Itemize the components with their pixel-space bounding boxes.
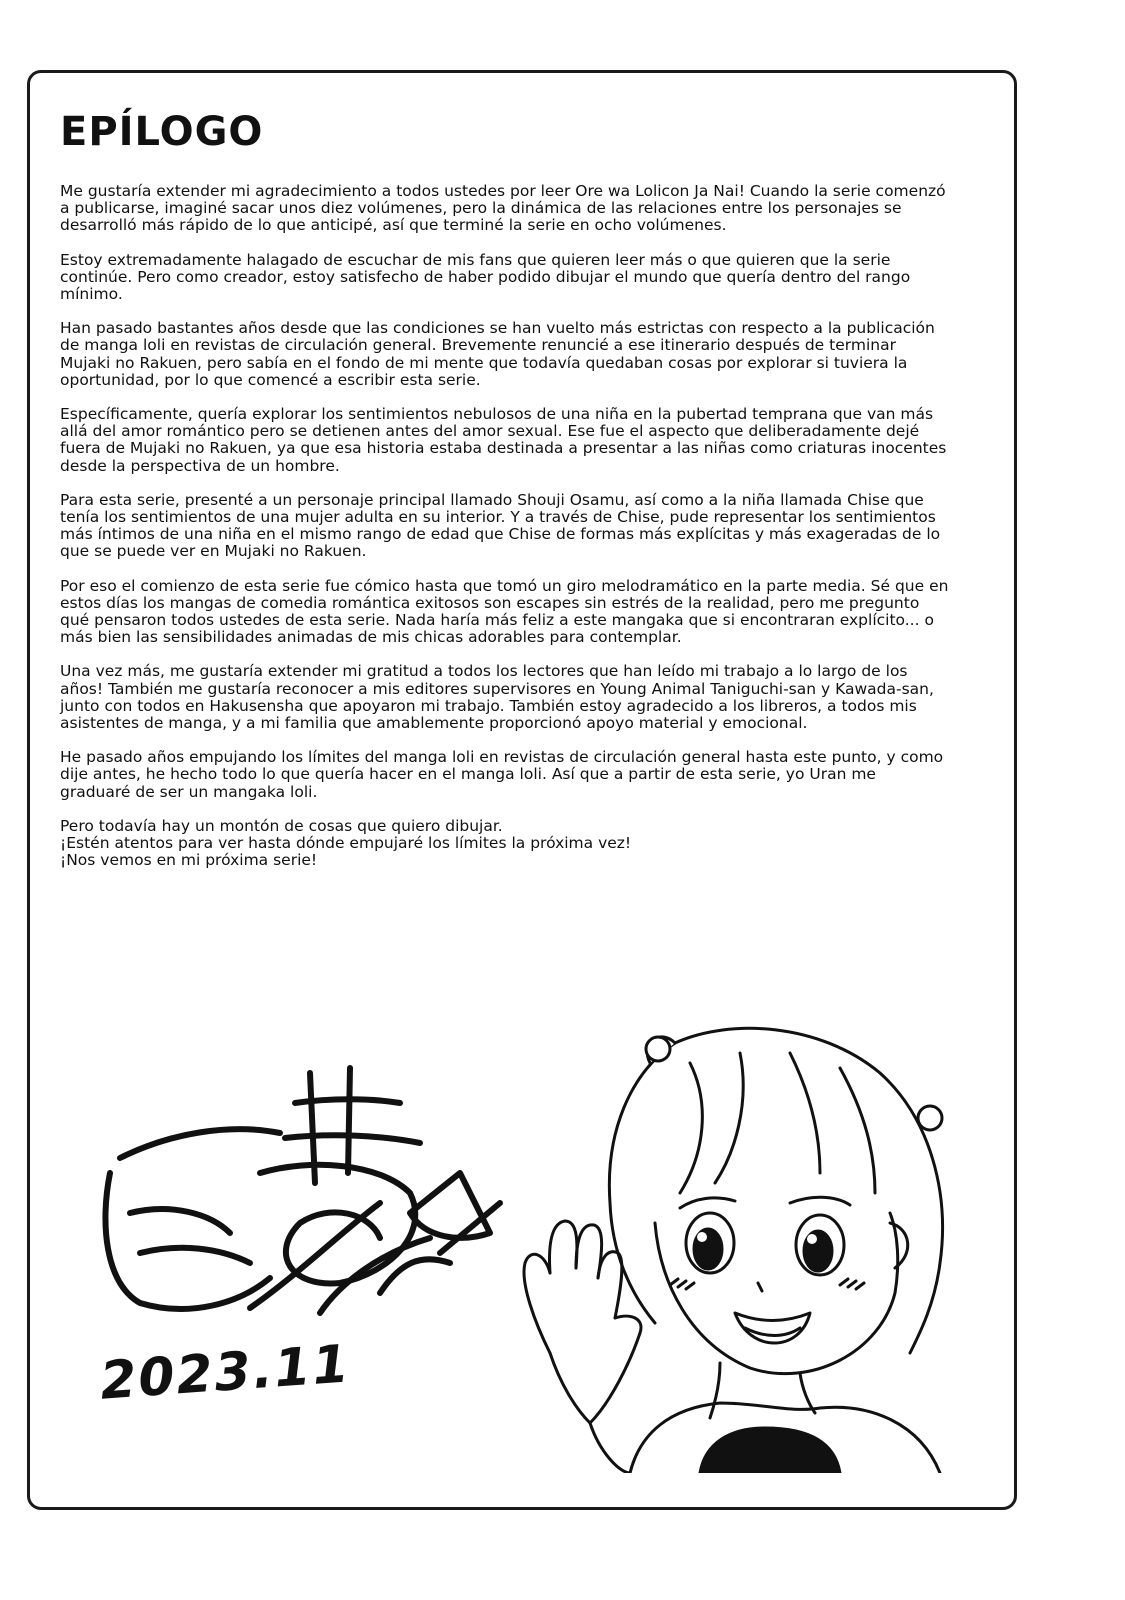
- closing-line-1: Pero todavía hay un montón de cosas que quiero dibujar.: [60, 816, 503, 835]
- paragraph-2: Estoy extremadamente halagado de escuchar de mis fans que quieren leer más o que quieren que la serie continúe. Pero como creador, estoy satisfecho de haber podido dibujar el mundo que quería dentro del rango mínimo.: [60, 250, 911, 304]
- paragraph-7: Una vez más, me gustaría extender mi gratitud a todos los lectores que han leído mi trabajo a lo largo de los años! También me gustaría reconocer a mis editores supervisores en Young Animal Taniguchi-san y Kawada-san, junto con todos en Hakusensha que apoyaron mi trabajo. También estoy agradecido a los libreros, a todos mis asistentes de manga, y a mi familia que amablemente proporcionó apoyo material y emocional.: [60, 662, 934, 733]
- epilogue-frame: [27, 70, 1017, 1510]
- epilogue-body: [60, 183, 950, 870]
- paragraph-3: Han pasado bastantes años desde que las condiciones se han vuelto más estrictas con respecto a la publicación de manga loli en revistas de circulación general. Brevemente renuncié a ese itinerario después de terminar Mujaki no Rakuen, pero sabía en el fondo de mi mente que todavía quedaban cosas por explorar si tuviera la oportunidad, por lo que comencé a escribir esta serie.: [60, 319, 935, 389]
- waving-girl-illustration: [490, 1023, 990, 1473]
- closing-line-2: ¡Estén atentos para ver hasta dónde empujaré los límites la próxima vez!: [60, 834, 632, 853]
- author-signature: [80, 1063, 520, 1333]
- paragraph-8: He pasado años empujando los límites del manga loli en revistas de circulación general hasta este punto, y como dije antes, he hecho todo lo que quería hacer en el manga loli. Así que a partir de esta serie, yo Uran me graduaré de ser un mangaka loli.: [60, 748, 944, 801]
- paragraph-1: Me gustaría extender mi agradecimiento a todos ustedes por leer Ore wa Lolicon Ja Nai! Cuando la serie comenzó a publicarse, imaginé sacar unos diez volúmenes, pero la dinámica de las relaciones entre los personajes se desarrolló más rápido de lo que anticipé, así que terminé la serie en ocho volúmenes.: [60, 182, 946, 235]
- paragraph-5: Para esta serie, presenté a un personaje principal llamado Shouji Osamu, así como a la niña llamada Chise que tenía los sentimientos de una mujer adulta en su interior. Y a través de Chise, pude representar los sentimientos más íntimos de una niña en el mismo rango de edad que Chise de formas más explícitas y más exageradas de lo que se puede ver en Mujaki no Rakuen.: [60, 490, 941, 561]
- paragraph-4: Específicamente, quería explorar los sentimientos nebulosos de una niña en la pubertad temprana que van más allá del amor romántico pero se detienen antes del amor sexual. Ese fue el aspecto que deliberadamente dejé fuera de Mujaki no Rakuen, ya que esa historia estaba destinada a presentar a las niñas como criaturas inocentes desde la perspectiva de un hombre.: [60, 405, 947, 475]
- paragraph-6: Por eso el comienzo de esta serie fue cómico hasta que tomó un giro melodramático en la parte media. Sé que en estos días los mangas de comedia romántica exitosos son escapes sin estrés de la realidad, pero me pregunto qué pensaron todos ustedes de esta serie. Nada haría más feliz a este mangaka que si encontraran explícito... o más bien las sensibilidades animadas de mis chicas adorables para contemplar.: [60, 576, 949, 647]
- page-title: EPÍLOGO: [60, 109, 264, 155]
- signature-date: 2023.11: [98, 1334, 353, 1412]
- closing-line-3: ¡Nos vemos en mi próxima serie!: [60, 851, 318, 870]
